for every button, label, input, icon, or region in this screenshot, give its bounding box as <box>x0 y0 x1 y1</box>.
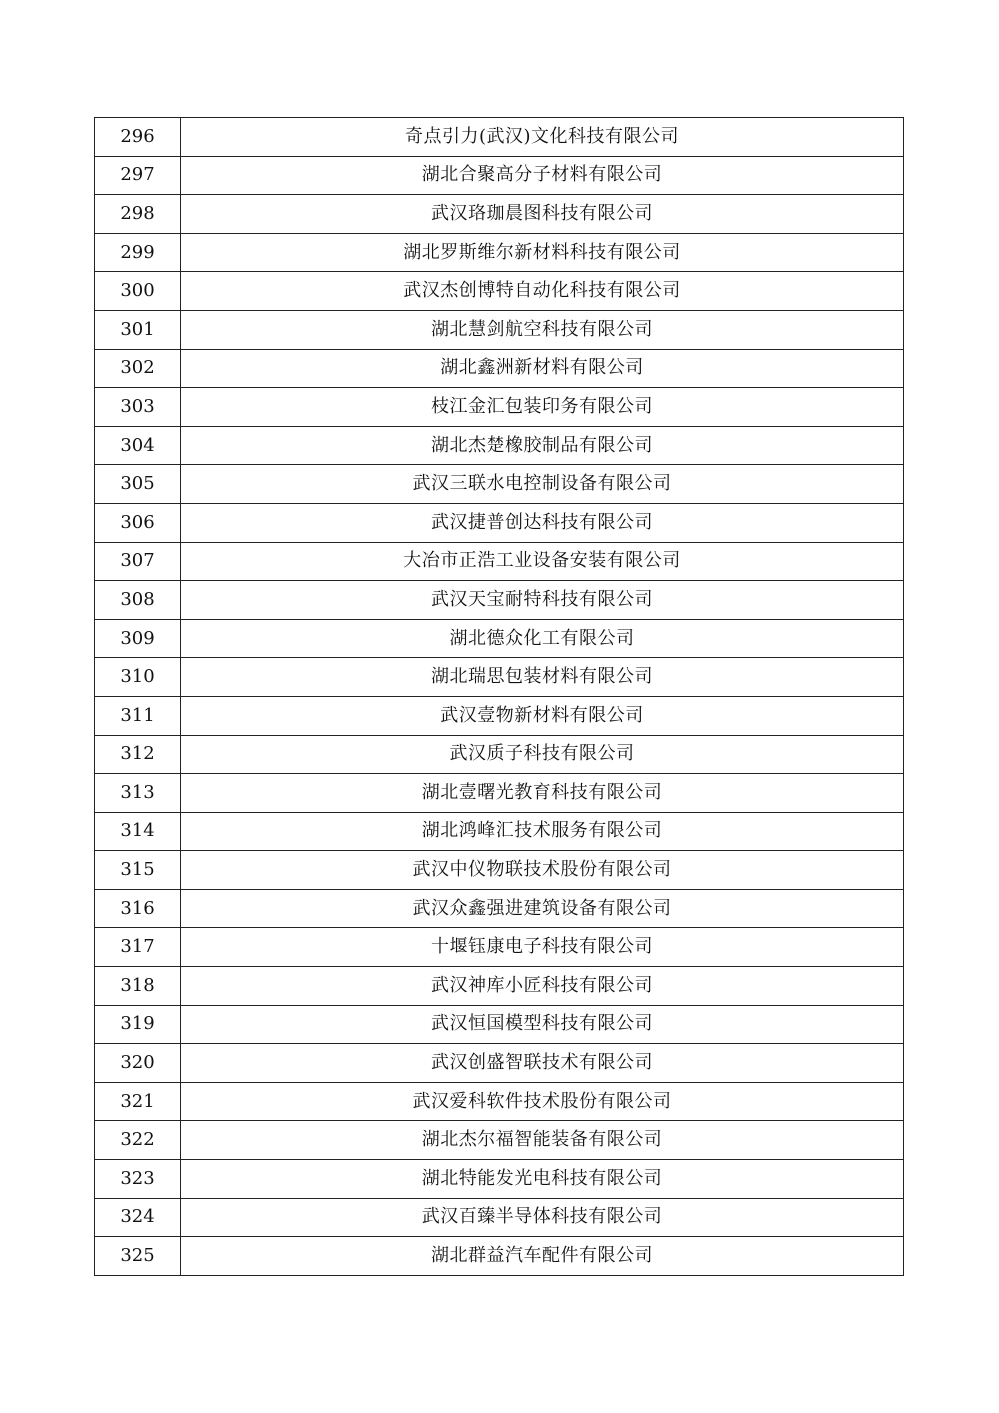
table-row <box>95 388 904 427</box>
company-name: 武汉三联水电控制设备有限公司 <box>181 465 904 504</box>
table-row <box>95 1005 904 1044</box>
company-name: 湖北特能发光电科技有限公司 <box>181 1160 904 1199</box>
table-row <box>95 233 904 272</box>
company-name: 武汉质子科技有限公司 <box>181 735 904 774</box>
company-name: 武汉爱科软件技术股份有限公司 <box>181 1082 904 1121</box>
table-row <box>95 195 904 234</box>
row-number: 296 <box>95 118 181 157</box>
company-name: 枝江金汇包装印务有限公司 <box>181 388 904 427</box>
row-number: 321 <box>95 1082 181 1121</box>
row-number: 309 <box>95 619 181 658</box>
row-number: 303 <box>95 388 181 427</box>
table-row <box>95 426 904 465</box>
table-row <box>95 851 904 890</box>
table-row <box>95 774 904 813</box>
company-name: 湖北罗斯维尔新材料科技有限公司 <box>181 233 904 272</box>
table-row <box>95 967 904 1006</box>
company-name: 湖北壹曙光教育科技有限公司 <box>181 774 904 813</box>
company-name: 湖北合聚高分子材料有限公司 <box>181 156 904 195</box>
row-number: 315 <box>95 851 181 890</box>
row-number: 322 <box>95 1121 181 1160</box>
row-number: 307 <box>95 542 181 581</box>
company-name: 武汉百臻半导体科技有限公司 <box>181 1198 904 1237</box>
row-number: 313 <box>95 774 181 813</box>
row-number: 324 <box>95 1198 181 1237</box>
table-row <box>95 619 904 658</box>
table-row <box>95 812 904 851</box>
row-number: 300 <box>95 272 181 311</box>
company-name: 武汉天宝耐特科技有限公司 <box>181 581 904 620</box>
company-name: 湖北鸿峰汇技术服务有限公司 <box>181 812 904 851</box>
table-row <box>95 1082 904 1121</box>
row-number: 317 <box>95 928 181 967</box>
company-name: 武汉众鑫强进建筑设备有限公司 <box>181 889 904 928</box>
company-list-table <box>94 117 904 1276</box>
company-name: 湖北瑞思包装材料有限公司 <box>181 658 904 697</box>
table-row <box>95 1160 904 1199</box>
company-name: 湖北群益汽车配件有限公司 <box>181 1237 904 1276</box>
table-row <box>95 272 904 311</box>
row-number: 316 <box>95 889 181 928</box>
table-row <box>95 1121 904 1160</box>
company-name: 武汉杰创博特自动化科技有限公司 <box>181 272 904 311</box>
table-row <box>95 889 904 928</box>
row-number: 302 <box>95 349 181 388</box>
table-row <box>95 1044 904 1083</box>
company-name: 十堰钰康电子科技有限公司 <box>181 928 904 967</box>
company-name: 湖北鑫洲新材料有限公司 <box>181 349 904 388</box>
row-number: 311 <box>95 696 181 735</box>
row-number: 305 <box>95 465 181 504</box>
row-number: 310 <box>95 658 181 697</box>
table-row <box>95 1237 904 1276</box>
company-list-body <box>95 118 904 1276</box>
row-number: 304 <box>95 426 181 465</box>
row-number: 318 <box>95 967 181 1006</box>
row-number: 323 <box>95 1160 181 1199</box>
company-name: 大冶市正浩工业设备安装有限公司 <box>181 542 904 581</box>
company-name: 湖北德众化工有限公司 <box>181 619 904 658</box>
company-name: 武汉捷普创达科技有限公司 <box>181 503 904 542</box>
company-name: 湖北杰尔福智能装备有限公司 <box>181 1121 904 1160</box>
row-number: 319 <box>95 1005 181 1044</box>
row-number: 299 <box>95 233 181 272</box>
row-number: 297 <box>95 156 181 195</box>
row-number: 301 <box>95 310 181 349</box>
table-row <box>95 310 904 349</box>
company-name: 湖北杰楚橡胶制品有限公司 <box>181 426 904 465</box>
row-number: 320 <box>95 1044 181 1083</box>
company-name: 武汉壹物新材料有限公司 <box>181 696 904 735</box>
row-number: 325 <box>95 1237 181 1276</box>
company-name: 武汉中仪物联技术股份有限公司 <box>181 851 904 890</box>
table-row <box>95 735 904 774</box>
table-row <box>95 349 904 388</box>
table-row <box>95 581 904 620</box>
table-row <box>95 118 904 157</box>
row-number: 308 <box>95 581 181 620</box>
row-number: 298 <box>95 195 181 234</box>
row-number: 312 <box>95 735 181 774</box>
table-row <box>95 696 904 735</box>
table-row <box>95 465 904 504</box>
table-row <box>95 156 904 195</box>
table-row <box>95 542 904 581</box>
company-name: 武汉创盛智联技术有限公司 <box>181 1044 904 1083</box>
company-name: 奇点引力(武汉)文化科技有限公司 <box>181 118 904 157</box>
company-name: 武汉神库小匠科技有限公司 <box>181 967 904 1006</box>
table-row <box>95 1198 904 1237</box>
row-number: 314 <box>95 812 181 851</box>
company-name: 湖北慧剑航空科技有限公司 <box>181 310 904 349</box>
table-row <box>95 503 904 542</box>
company-name: 武汉恒国模型科技有限公司 <box>181 1005 904 1044</box>
company-name: 武汉珞珈晨图科技有限公司 <box>181 195 904 234</box>
row-number: 306 <box>95 503 181 542</box>
table-row <box>95 928 904 967</box>
table-row <box>95 658 904 697</box>
